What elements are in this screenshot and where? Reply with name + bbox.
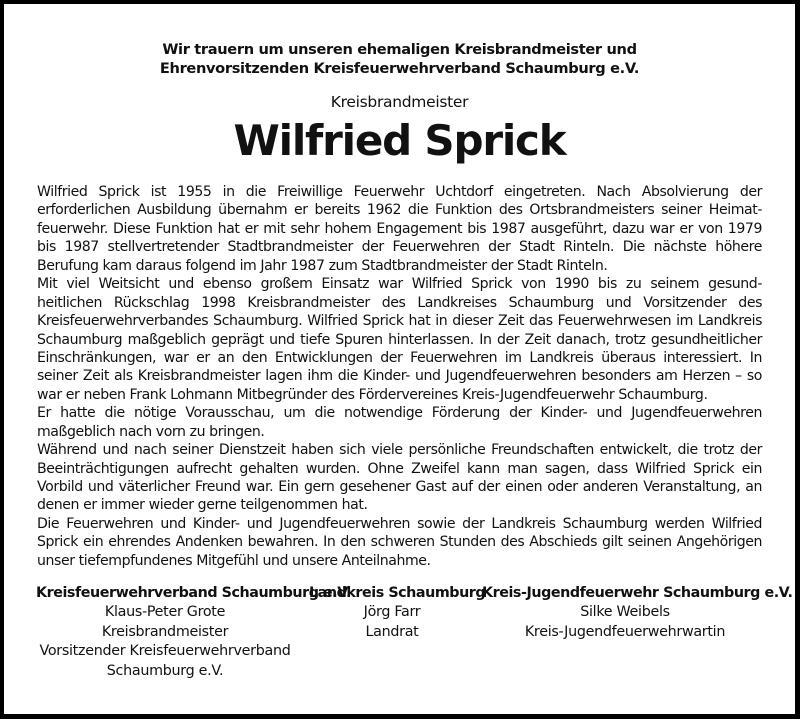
body-line: seiner Zeit als Kreisbrandmeister lagen ihm die Kinder- und Jugendfeuerwehren besonders am Herzen – so: [37, 368, 762, 385]
body-line: heitlichen Rückschlag 1998 Kreisbrandmeister des Landkreises Schaumburg und Vorsitzender des: [37, 294, 762, 311]
deceased-role: Kreisbrandmeister: [330, 93, 469, 111]
signature-name: Silke Weibels: [580, 604, 670, 620]
heading-line: Ehrenvorsitzenden Kreisfeuerwehrverband Schaumburg e.V.: [159, 60, 640, 77]
signature-title: Landrat: [365, 623, 419, 640]
heading-line: Wir trauern um unseren ehemaligen Kreisbrandmeister und: [162, 41, 637, 58]
signature-org: Kreis-Jugendfeuerwehr Schaumburg e.V.: [482, 585, 793, 601]
body-line: Er hatte die nötige Vorausschau, um die notwendige Förderung der Kinder- und Jugendfeuerwehren: [37, 405, 762, 422]
body-line: Berufung kam daraus folgend im Jahr 1987 zum Stadtbrandmeister der Stadt Rinteln.: [37, 257, 608, 274]
signature-block-kreis-jugendfeuerwehr: [482, 584, 793, 642]
body-line: denen er immer wieder gerne teilgenommen hat.: [37, 497, 368, 514]
body-line: war er neben Frank Lohmann Mitbegründer des Fördervereines Kreis-Jugendfeuerwehr Schaumburg.: [37, 386, 708, 403]
body-line: Beeinträchtigungen aufrecht gehalten wurden. Ohne Zweifel kann man sagen, dass Wilfried Sprick ein: [37, 460, 762, 477]
body-line: feuerwehr. Diese Funktion hat er mit sehr hohem Engagement bis 1987 ausgeführt, dazu war er von 1979: [37, 220, 762, 237]
signature-title: Schaumburg e.V.: [106, 662, 224, 679]
body-line: Einschränkungen, war er an den Entwicklungen der Feuerwehren im Landkreis überaus interessiert. In: [37, 349, 762, 366]
signature-title: Vorsitzender Kreisfeuerwehrverband: [39, 643, 291, 659]
body-line: unser tiefempfundenes Mitgefühl und unsere Anteilnahme.: [37, 552, 431, 569]
body-line: Während und nach seiner Dienstzeit haben sich viele persönliche Freundschaften entwickelt, die trotz der: [37, 442, 762, 459]
body-line: bis 1987 stellvertretender Stadtbrandmeister der Feuerwehren der Stadt Rinteln. Die nächste höhere: [37, 239, 762, 256]
obituary-notice: [4, 4, 795, 714]
signature-name: Jörg Farr: [363, 604, 421, 620]
body-line: Sprick ein ehrendes Andenken bewahren. In den schweren Stunden des Abschieds gilt seinen Angehörigen: [37, 534, 762, 551]
body-line: erforderlichen Ausbildung übernahm er bereits 1962 die Funktion des Ortsbrandmeisters seiner Heimat-: [37, 202, 762, 219]
signature-org: Landkreis Schaumburg: [309, 585, 486, 601]
signature-title: Kreis-Jugendfeuerwehrwartin: [524, 623, 726, 640]
signature-block-landkreis: [309, 584, 486, 642]
signature-block-kreisfeuerwehrverband: [36, 584, 352, 681]
body-line: Die Feuerwehren und Kinder- und Jugendfeuerwehren sowie der Landkreis Schaumburg werden Wilfried: [37, 515, 762, 532]
signature-name: Klaus-Peter Grote: [104, 604, 226, 620]
deceased-name: Wilfried Sprick: [233, 116, 566, 165]
notice-body: [37, 183, 762, 570]
body-line: Mit viel Weitsicht und ebenso großem Einsatz war Wilfried Sprick von 1990 bis zu seinem gesund-: [37, 276, 762, 293]
signature-title: Kreisbrandmeister: [101, 623, 229, 640]
signature-org: Kreisfeuerwehrverband Schaumburg e.V.: [36, 585, 352, 601]
body-line: Kreisfeuerwehrverbandes Schaumburg. Wilfried Sprick hat in dieser Zeit das Feuerwehrwesen im Landkreis: [37, 313, 762, 330]
body-line: maßgeblich nach vorn zu bringen.: [37, 423, 265, 440]
body-line: Wilfried Sprick ist 1955 in die Freiwillige Feuerwehr Uchtdorf eingetreten. Nach Absolvierung der: [37, 184, 762, 200]
body-line: Schaumburg maßgeblich geprägt und tiefe Spuren hinterlassen. In der Zeit danach, trotz gesundheitlicher: [37, 331, 762, 348]
body-line: Vorbild und väterlicher Freund war. Ein gern gesehener Gast auf der einen oder anderen Veranstaltung, an: [37, 479, 762, 495]
notice-heading: [4, 40, 795, 78]
